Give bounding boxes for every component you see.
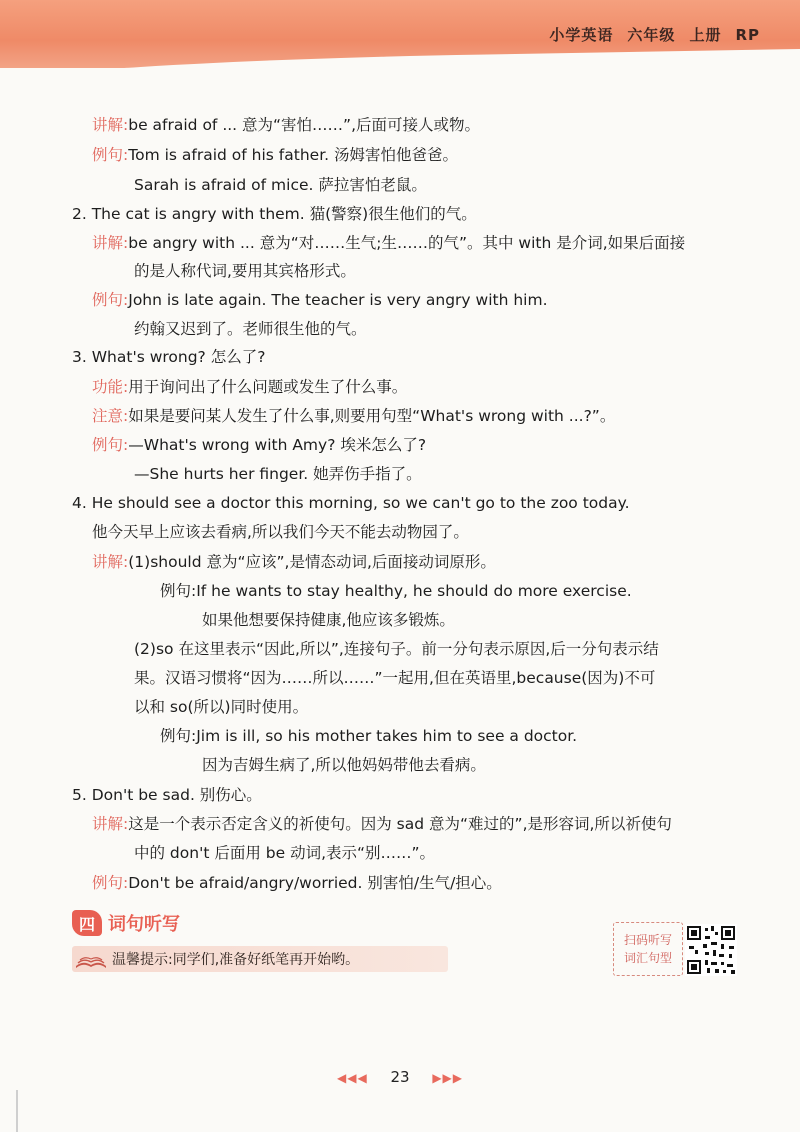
next-arrows-icon[interactable]: ▶▶▶: [432, 1071, 464, 1085]
line-text: Tom is afraid of his father. 汤姆害怕他爸爸。: [128, 146, 458, 164]
header-grade: 六年级: [627, 26, 676, 44]
tag-label: 例句: [92, 874, 124, 892]
example-line: [134, 174, 427, 196]
example-line: [160, 725, 577, 747]
header-volume: 上册: [689, 26, 722, 44]
translation-line: [92, 521, 469, 543]
header-subject: 小学英语: [549, 26, 614, 44]
line-text: —What's wrong with Amy? 埃米怎么了?: [128, 436, 427, 454]
example-line: [134, 463, 422, 485]
line-text: 以和 so(所以)同时使用。: [134, 698, 309, 716]
line-text: Don't be afraid/angry/worried. 别害怕/生气/担心。: [128, 874, 502, 892]
point-heading: [72, 203, 477, 225]
line-text: 这是一个表示否定含义的祈使句。因为 sad 意为“难过的”,是形容词,所以祈使句: [128, 815, 672, 833]
line-text: 例句:Jim is ill, so his mother takes him to see a doctor.: [160, 727, 578, 745]
line-text: be angry with ... 意为“对……生气;生……的气”。其中 with 是介词,如果后面接: [128, 234, 686, 252]
line-text: 如果是要问某人发生了什么事,则要用句型“What's wrong with ...?”。: [128, 407, 616, 425]
point-heading: [72, 492, 630, 514]
explain-line: 讲解:be afraid of ... 意为“害怕……”,后面可接人或物。: [92, 116, 481, 134]
qr-label-box: [613, 922, 683, 976]
note-line: 注意:如果是要问某人发生了什么事,则要用句型“What's wrong with ...?”。: [92, 407, 616, 425]
line-text: 的是人称代词,要用其宾格形式。: [134, 262, 356, 280]
header-edition: RP: [735, 26, 760, 44]
example-line: [134, 318, 367, 340]
line-text: —She hurts her finger. 她弄伤手指了。: [134, 465, 422, 483]
tag-label: 讲解: [92, 234, 124, 252]
line-text: 5. Don't be sad. 别伤心。: [72, 786, 262, 804]
header-title: [535, 24, 760, 45]
example-line: 例句:—What's wrong with Amy? 埃米怎么了?: [92, 436, 427, 454]
line-text: 中的 don't 后面用 be 动词,表示“别……”。: [134, 844, 436, 862]
line-text: be afraid of ... 意为“害怕……”,后面可接人或物。: [128, 116, 481, 134]
tag-label: 讲解: [92, 553, 124, 571]
example-line: 例句:John is late again. The teacher is very angry with him.: [92, 291, 548, 309]
line-text: (2)so 在这里表示“因此,所以”,连接句子。前一分句表示原因,后一分句表示结: [134, 640, 659, 658]
tag-label: 例句: [92, 291, 124, 309]
explain-line: 讲解:这是一个表示否定含义的祈使句。因为 sad 意为“难过的”,是形容词,所以祈使句: [92, 815, 672, 833]
explain-line: [134, 696, 308, 718]
explain-line: [134, 842, 435, 864]
tag-label: 功能: [92, 378, 124, 396]
line-text: 他今天早上应该去看病,所以我们今天不能去动物园了。: [92, 523, 469, 541]
line-text: 例句:If he wants to stay healthy, he should do more exercise.: [160, 582, 632, 600]
line-text: (1)should 意为“应该”,是情态动词,后面接动词原形。: [128, 553, 496, 571]
tag-label: 例句: [92, 146, 124, 164]
example-line: 例句:Don't be afraid/angry/worried. 别害怕/生气/担心。: [92, 874, 502, 892]
line-text: 因为吉姆生病了,所以他妈妈带他去看病。: [202, 756, 486, 774]
point-heading: [72, 346, 265, 368]
explain-line: 讲解:be angry with ... 意为“对……生气;生……的气”。其中 with 是介词,如果后面接: [92, 234, 686, 252]
tag-label: 注意: [92, 407, 124, 425]
example-line: 例句:Tom is afraid of his father. 汤姆害怕他爸爸。: [92, 146, 458, 164]
section-badge: 四: [72, 910, 102, 936]
function-line: 功能:用于询问出了什么问题或发生了什么事。: [92, 378, 408, 396]
explain-line: [134, 260, 356, 282]
line-text: 4. He should see a doctor this morning, so we can't go to the zoo today.: [72, 494, 630, 512]
tip-bar: [72, 946, 448, 972]
explain-line: [134, 667, 655, 689]
section-heading: [72, 908, 180, 938]
example-line: [202, 609, 455, 631]
line-text: Sarah is afraid of mice. 萨拉害怕老鼠。: [134, 176, 427, 194]
line-text: 果。汉语习惯将“因为……所以……”一起用,但在英语里,because(因为)不可: [134, 669, 656, 687]
line-text: 用于询问出了什么问题或发生了什么事。: [128, 378, 408, 396]
qr-label-line1: 扫码听写: [623, 933, 672, 947]
explain-line: 讲解:(1)should 意为“应该”,是情态动词,后面接动词原形。: [92, 553, 496, 571]
line-text: 2. The cat is angry with them. 猫(警察)很生他们的气。: [72, 205, 477, 223]
tag-label: 讲解: [92, 815, 124, 833]
tag-label: 例句: [92, 436, 124, 454]
qr-code-icon[interactable]: [685, 924, 737, 976]
book-icon: [74, 948, 108, 970]
line-text: 约翰又迟到了。老师很生他的气。: [134, 320, 367, 338]
qr-label-line2: 词汇句型: [623, 951, 672, 965]
binding-mark: [16, 1090, 18, 1132]
point-heading: [72, 784, 262, 806]
explain-line: [134, 638, 659, 660]
example-line: [202, 754, 486, 776]
tag-label: 讲解: [92, 116, 124, 134]
page-navigation: [0, 1068, 800, 1086]
line-text: John is late again. The teacher is very angry with him.: [128, 291, 548, 309]
tip-text: 温馨提示:同学们,准备好纸笔再开始哟。: [112, 952, 360, 968]
example-line: [160, 580, 632, 602]
line-text: 3. What's wrong? 怎么了?: [72, 348, 266, 366]
section-title: 词句听写: [108, 914, 180, 935]
line-text: 如果他想要保持健康,他应该多锻炼。: [202, 611, 455, 629]
page-number: 23: [390, 1068, 410, 1086]
prev-arrows-icon[interactable]: ◀◀◀: [336, 1071, 368, 1085]
